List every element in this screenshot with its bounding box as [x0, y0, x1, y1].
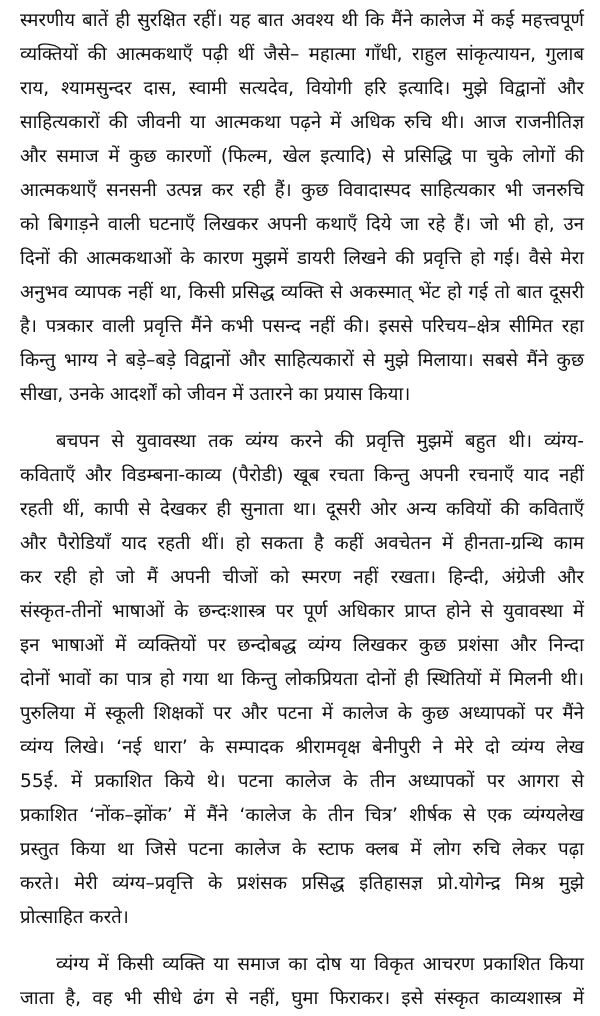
text-line: कर रही हो जो मैं अपनी चीजों को स्मरण नहीं रखता। हिन्दी, अंग्रेजी और — [20, 567, 584, 588]
paragraph-gap — [20, 412, 584, 425]
text-line: बचपन से युवावस्था तक व्यंग्य करने की प्रवृत्ति मुझमें बहुत थी। व्यंग्य- — [56, 431, 584, 452]
text-line: दोनों भावों का पात्र हो गया था किन्तु लोकप्रियता दोनों ही स्थितियों में मिलनी थी। — [20, 669, 584, 690]
text-line: स्मरणीय बातें ही सुरक्षित रहीं। यह बात अवश्य थी कि मैंने कालेज में कई महत्त्वपूर्ण — [20, 10, 584, 31]
text-line: आत्मकथाएँ सनसनी उत्पन्न कर रही हैं। कुछ विवादास्पद साहित्यकार भी जनरुचि — [20, 180, 584, 201]
text-line: है। पत्रकार वाली प्रवृत्ति मैंने कभी पसन्द नहीं की। इससे परिचय–क्षेत्र सीमित रहा — [20, 316, 584, 337]
text-line: रहती थीं, कापी से देखकर ही सुनाता था। दूसरी ओर अन्य कवियों की कविताएँ — [20, 499, 584, 520]
text-line: और पैरोडियाँ याद रहती थीं। हो सकता है कहीं अवचेतन में हीनता-ग्रन्थि काम — [20, 533, 584, 554]
text-line: सीखा, उनके आदर्शों को जीवन में उतारने का प्रयास किया। — [20, 384, 411, 405]
text-line: राय, श्यामसुन्दर दास, स्वामी सत्यदेव, वियोगी हरि इत्यादि। मुझे विद्वानों और — [20, 78, 584, 99]
text-line: को बिगाड़ने वाली घटनाएँ लिखकर अपनी कथाएँ दिये जा रहे हैं। जो भी हो, उन — [20, 214, 584, 235]
text-line: करते। मेरी व्यंग्य–प्रवृत्ति के प्रशंसक प्रसिद्ध इतिहासज्ञ प्रो.योगेन्द्र मिश्र मुझे — [20, 873, 584, 894]
text-line: प्रकाशित ‘नोंक–झोंक’ में मैंने ‘कालेज के तीन चित्र’ शीर्षक से एक व्यंग्यलेख — [20, 805, 584, 826]
text-line: व्यंग्य में किसी व्यक्ति या समाज का दोष या विकृत आचरण प्रकाशित किया — [56, 954, 584, 975]
text-line: किन्तु भाग्य ने बड़े–बड़े विद्वानों और साहित्यकारों से मुझे मिलाया। सबसे मैंने कुछ — [20, 350, 584, 371]
text-line: और समाज में कुछ कारणों (फिल्म, खेल इत्यादि) से प्रसिद्धि पा चुके लोगों की — [20, 146, 584, 167]
text-line: जाता है, वह भी सीधे ढंग से नहीं, घुमा फिराकर। इसे संस्कृत काव्यशास्त्र में — [20, 988, 584, 1009]
text-line: साहित्यकारों की जीवनी या आत्मकथा पढ़ने में अधिक रुचि थी। आज राजनीतिज्ञ — [20, 112, 584, 133]
text-line: प्रोत्साहित करते। — [20, 907, 129, 928]
paragraph-1 — [20, 4, 584, 412]
text-line: अनुभव व्यापक नहीं था, किसी प्रसिद्ध व्यक्ति से अकस्मात् भेंट हो गई तो बात दूसरी — [20, 282, 584, 303]
text-line: कविताएँ और विडम्बना-काव्य (पैरोडी) खूब रचता किन्तु अपनी रचनाएँ याद नहीं — [20, 465, 584, 486]
paragraph-gap — [20, 935, 584, 948]
text-line: व्यंग्य लिखे। ‘नई धारा’ के सम्पादक श्रीरामवृक्ष बेनीपुरी ने मेरे दो व्यंग्य लेख — [20, 737, 584, 758]
text-line: पुरुलिया में स्कूली शिक्षकों पर और पटना में कालेज के कुछ अध्यापकों पर मैंने — [20, 703, 584, 724]
text-line: दिनों की आत्मकथाओं के कारण मुझमें डायरी लिखने की प्रवृत्ति हो गई। वैसे मेरा — [20, 248, 584, 269]
text-line: इन भाषाओं में व्यक्तियों पर छन्दोबद्ध व्यंग्य लिखकर कुछ प्रशंसा और निन्दा — [20, 635, 584, 656]
text-line: 55ई. में प्रकाशित किये थे। पटना कालेज के तीन अध्यापकों पर आगरा से — [20, 771, 584, 792]
text-line: प्रस्तुत किया था जिसे पटना कालेज के स्टाफ क्लब में लोग रुचि लेकर पढ़ा — [20, 839, 584, 860]
paragraph-3 — [20, 948, 584, 1016]
text-line: संस्कृत-तीनों भाषाओं के छन्दःशास्त्र पर पूर्ण अधिकार प्राप्त होने से युवावस्था में — [20, 601, 584, 622]
paragraph-2 — [20, 425, 584, 935]
text-line: व्यक्तियों की आत्मकथाएँ पढ़ी थीं जैसे– महात्मा गाँधी, राहुल सांकृत्यायन, गुलाब — [20, 44, 584, 65]
